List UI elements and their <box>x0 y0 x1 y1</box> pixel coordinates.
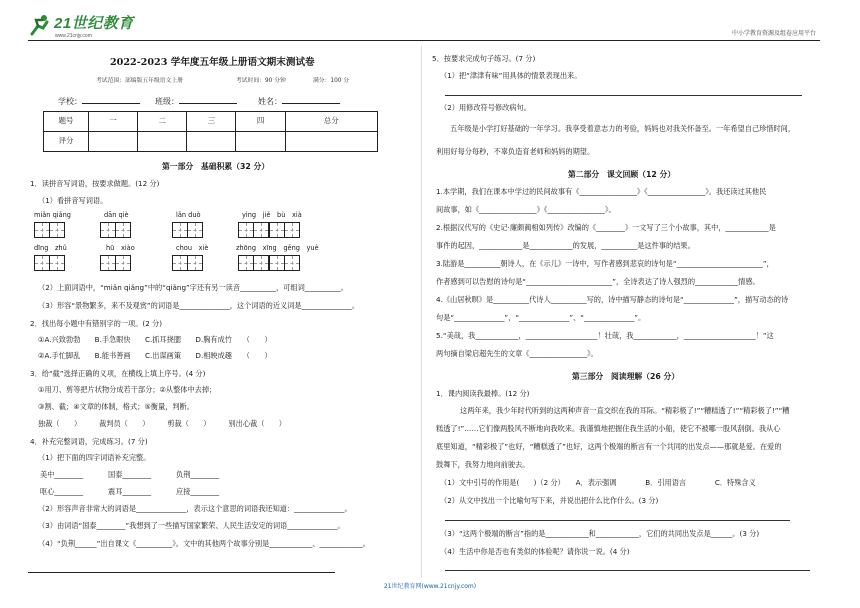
part2-heading: 第二部分 课文回顾（12 分） <box>568 170 676 179</box>
question-1-1: （1）看拼音写词语。 <box>38 196 108 205</box>
exam-scope: 考试范围：部编版五年级语文上册 <box>96 78 183 84</box>
table-cell: 四 <box>236 112 285 132</box>
question-2-a: ①A.兴致勃勃 B.手急眼快 C.抓耳挠腮 D.胸有成竹 （ ） <box>38 335 272 344</box>
table-cell: 总分 <box>285 112 377 132</box>
table-cell: 三 <box>187 112 236 132</box>
site-logo <box>28 12 148 42</box>
school-field[interactable] <box>58 97 140 107</box>
question-4: 4．补充完整词语，完成练习。(7 分) <box>30 437 148 446</box>
brand-name: 21世纪教育 <box>54 15 134 32</box>
question-1-2: （2）上面词语中，“miǎn qiǎng”中的“qiǎng”字还有另一读音__________，可组词__________。 <box>38 283 348 292</box>
score-table <box>43 111 378 152</box>
question-4-2: （2）形容声音非常大的词语是______________，表示这个意思的词语我还知道：______________。 <box>38 504 352 513</box>
review-line-9: 5.“美哉，我____________，____________________！壮哉，我____________，____________________！”这 <box>436 331 774 340</box>
runner-logo-icon <box>28 14 52 38</box>
review-line-8: 句是“______________”，“______________”、“______________”。 <box>436 313 646 322</box>
review-line-2: 间故事，如《________________》《________________》。 <box>436 205 616 214</box>
pinyin-label: dīng zhǔ <box>34 244 67 252</box>
passage-line-4: 鼓舞下，我努力地向前驶去。 <box>436 460 530 469</box>
question-4-1: （1）把下面的四字词语补充完整。 <box>38 453 151 462</box>
question-4-3: （3）由词语“国泰________”我想到了一些描写国家繁荣、人民生活安定的词语______________。 <box>38 521 345 530</box>
answer-line[interactable] <box>445 570 810 571</box>
question-5-1: （1）把“津津有味”用具体的情景表现出来。 <box>440 71 582 80</box>
platform-name: 中小学教育资源及组卷应用平台 <box>731 30 816 37</box>
sentence-line-1: 五年级是小学打好基础的一年学习。我享受着意志力的考验，妈妈也对我关怀备至。一年希望自己珍惜时间， <box>450 124 796 133</box>
review-line-10: 两句摘自梁启超先生的文章《________________》。 <box>436 349 598 358</box>
writing-grid-row-1[interactable] <box>34 222 394 239</box>
score-input-cell[interactable] <box>89 132 138 152</box>
review-line-4: 事件的起因，____________是____________的发展，__________是这件事的结果。 <box>436 241 695 250</box>
writing-grid-row-2[interactable] <box>34 255 394 272</box>
table-cell: 二 <box>138 112 187 132</box>
pinyin-label: miǎn qiǎng <box>34 211 71 219</box>
class-label: 班级： <box>155 97 179 106</box>
answer-line[interactable] <box>445 95 802 96</box>
question-2: 2．找出每小题中有错别字的一项。(2 分) <box>30 319 163 328</box>
reading-sub-3: （3）“这两个极端的断言”指的是____________和____________，它们的共同出发点是______。(3 分) <box>440 529 760 538</box>
question-3-b: ③割、截；④文章的体制，格式；⑤衡量，判断。 <box>38 402 194 411</box>
part3-heading: 第三部分 阅读理解（26 分） <box>572 372 680 381</box>
part1-heading: 第一部分 基础积累（32 分） <box>162 162 270 171</box>
reading-sub-4: （4）生活中你是否也有类似的体验呢？请你说一说。(4 分) <box>440 547 630 556</box>
table-cell: 题号 <box>44 112 89 132</box>
score-input-cell[interactable] <box>187 132 236 152</box>
table-cell: 一 <box>89 112 138 132</box>
header-divider <box>28 40 820 41</box>
passage-line-3: 底里知道，“精彩极了”也好，“糟糕透了”也好，这两个极端的断言有一个共同的出发点——那就是爱。在爱的 <box>436 442 782 451</box>
reading-question-1: 1．课内阅读我最棒。(12 分) <box>436 389 530 398</box>
pinyin-label: lǎn duò <box>176 211 201 219</box>
review-line-3: 2.根据汉代写的《史记·廉颇蔺相如列传》改编的《________》一文写了三个小故事，其中，____________是 <box>436 223 776 232</box>
reading-sub-2: （2）从文中找出一个比喻句写下来，并说出把什么比作什么。(3 分) <box>440 496 659 505</box>
school-label: 学校： <box>58 97 82 106</box>
table-cell: 评分 <box>44 132 89 152</box>
answer-line[interactable] <box>445 520 790 521</box>
footer-text: 21世纪教育网(www.21cnjy.com) <box>383 583 477 590</box>
question-1: 1．读拼音写词语，按要求做题。(12 分) <box>30 179 160 188</box>
review-line-6: 作者感到可以告慰的诗句是“________________________”，全诗表达了诗人强烈的____________情感。 <box>436 277 760 286</box>
question-5: 5．按要求完成句子练习。(7 分) <box>432 54 536 63</box>
exam-time: 考试时间：90 分钟 <box>236 78 286 84</box>
reading-sub-1: （1）文中引号的作用是( )（2 分） A．表示强调 B．引用语言 C．特殊含义 <box>440 478 756 487</box>
brand-url: www.21cnjy.com <box>55 33 92 39</box>
pinyin-label: hū xiào <box>106 244 135 252</box>
exam-score: 满分：100 分 <box>313 78 350 84</box>
pinyin-label: zhōng xīng gěng yuè <box>236 244 319 252</box>
passage-line-1: 这两年来，我少年时代听到的这两种声音一直交织在我的耳际。“精彩极了!”“糟糕透了!”“精彩极了!”“糟 <box>460 406 790 415</box>
passage-line-2: 糕透了!”……它们像两股风不断地向我吹来。我谨慎地把握住我生活的小船，使它不被哪一股风刮倒。我从心 <box>436 424 781 433</box>
word-blank[interactable]: 美中________ <box>40 470 84 479</box>
question-2-b: ②A.手忙脚乱 B.能书善画 C.出谋画策 D.相映成趣 （ ） <box>38 351 272 360</box>
score-table-header-row <box>44 112 378 132</box>
pinyin-label: dān qiè <box>104 211 129 219</box>
sentence-line-2: 利用好每分每秒，不辜负造育老师和妈妈的期望。 <box>436 147 595 156</box>
word-blank[interactable]: 国泰________ <box>108 470 152 479</box>
word-blank[interactable]: 负荆________ <box>176 470 220 479</box>
question-3-a: ①用刀、剪等把片状物分成若干部分；②从整体中去掉； <box>38 385 217 394</box>
word-blank[interactable]: 震耳________ <box>108 487 152 496</box>
review-line-5: 3.陆游是__________朝诗人，在《示儿》一诗中，写作者感到悲哀的诗句是“________________________”， <box>436 259 774 268</box>
name-field[interactable] <box>258 97 340 107</box>
exam-title: 2022-2023 学年度五年级上册语文期末测试卷 <box>110 57 315 68</box>
review-line-7: 4.《山居秋暝》是__________代诗人__________写的，诗中描写静态的诗句是“______________”，描写动态的诗 <box>436 295 789 304</box>
word-blank[interactable]: 呕心________ <box>40 487 84 496</box>
pinyin-label: yìng jiě bù xià <box>242 211 302 219</box>
score-input-cell[interactable] <box>285 132 377 152</box>
question-3: 3．给“截”选择正确的义项，在横线上填上序号。(4 分) <box>30 369 206 378</box>
column-divider <box>421 46 422 578</box>
footer-divider <box>28 572 335 573</box>
score-input-cell[interactable] <box>236 132 285 152</box>
question-1-3: （3）形容“景物繁多，来不及观赏”的词语是______________，这个词语的近义词是______________。 <box>38 301 360 310</box>
score-table-score-row <box>44 132 378 152</box>
score-input-cell[interactable] <box>138 132 187 152</box>
class-field[interactable] <box>155 97 237 107</box>
word-blank[interactable]: 应接________ <box>176 487 220 496</box>
question-3-c: 独裁（ ） 裁判员（ ） 剪裁（ ） 别出心裁（ ） <box>38 419 286 428</box>
review-line-1: 1.本学期，我们在课本中学过的民间故事有《________________》《________________》。我还读过其他民 <box>436 187 767 196</box>
pinyin-label: chou xiè <box>176 244 209 252</box>
question-5-2: （2）用修改符号修改病句。 <box>440 103 531 112</box>
name-label: 姓名： <box>258 97 282 106</box>
question-4-4: （4）“负荆______”出自课文《__________》。文中的其他两个故事分别是____________、____________。 <box>38 539 370 548</box>
